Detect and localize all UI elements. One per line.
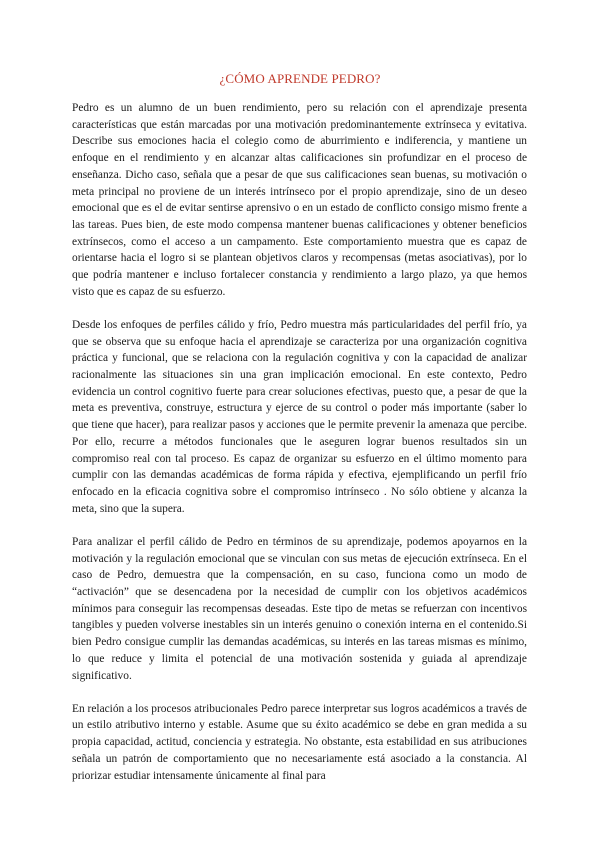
paragraph-3: Para analizar el perfil cálido de Pedro en términos de su aprendizaje, podemos apoyarnos en la motivación y la regulación emocional que se vinculan con sus metas de ejecución extrínseca. En el caso de Pedro, demuestra que la compensación, en su caso, funciona como un modo de “activación” que se desencadena por la necesidad de cumplir con los objetivos académicos mínimos para conseguir las recompensas deseadas. Este tipo de metas se refuerzan con incentivos tangibles y pueden volverse inestables sin un interés genuino o conexión interna en el contenido.Si bien Pedro consigue cumplir las demandas académicas, su interés en las tareas mismas es mínimo, lo que reduce y limita el potencial de una motivación sostenida y guiada al aprendizaje significativo. [72, 535, 527, 682]
document-body [72, 100, 527, 801]
page-title: ¿CÓMO APRENDE PEDRO? [219, 71, 381, 86]
paragraph-4: En relación a los procesos atribucionales Pedro parece interpretar sus logros académicos a través de un estilo atributivo interno y estable. Asume que su éxito académico se debe en gran medida a su propia capacidad, actitud, conciencia y estrategia. No obstante, esta estabilidad en sus atribuciones señala un patrón de comportamiento que no necesariamente está asociado a la constancia. Al priorizar estudiar intensamente únicamente al final para [72, 702, 527, 782]
paragraph-1: Pedro es un alumno de un buen rendimiento, pero su relación con el aprendizaje presenta características que están marcadas por una motivación predominantemente extrínseca y evitativa. Describe sus emociones hacia el colegio como de aburrimiento e indiferencia, y mantiene un enfoque en el rendimiento y en alcanzar altas calificaciones sin profundizar en el proceso de enseñanza. Dicho caso, señala que a pesar de que sus calificaciones sean buenas, su motivación o meta principal no proviene de un interés intrínseco por el propio aprendizaje, sino de un deseo emocional que es el de evitar sentirse aprensivo o en un estado de conflicto consigo mismo frente a las tareas. Pues bien, de este modo compensa mantener buenas calificaciones y obtener beneficios extrínsecos, como el acceso a un campamento. Este comportamiento muestra que es capaz de orientarse hacia el logro si se plantean objetivos claros y recompensas (metas asociativas), por lo que podría mantener e incluso fortalecer constancia y rendimiento a largo plazo, ya que hemos visto que es capaz de su esfuerzo. [72, 102, 527, 298]
paragraph-2: Desde los enfoques de perfiles cálido y frío, Pedro muestra más particularidades del perfil frío, ya que se observa que su enfoque hacia el aprendizaje se caracteriza por una organización cognitiva práctica y funcional, que se relaciona con la regulación cognitiva y con la capacidad de analizar racionalmente las situaciones sin una gran implicación emocional. En este contexto, Pedro evidencia un control cognitivo fuerte para crear soluciones efectivas, puesto que, a pesar de que la meta es preventiva, construye, estructura y ejerce de su control o poder más importante (saber lo que tiene que hacer), para realizar pasos y acciones que le permite prevenir la amenaza que percibe. Por ello, recurre a métodos funcionales que le aseguren lograr buenos resultados sin un compromiso real con tal proceso. Es capaz de organizar su esfuerzo en el último momento para cumplir con las demandas académicas de forma rápida y efectiva, ejemplificando un perfil frío enfocado en la eficacia cognitiva sobre el compromiso intrínseco . No sólo obtiene y alcanza la meta, sino que la supera. [72, 318, 527, 515]
